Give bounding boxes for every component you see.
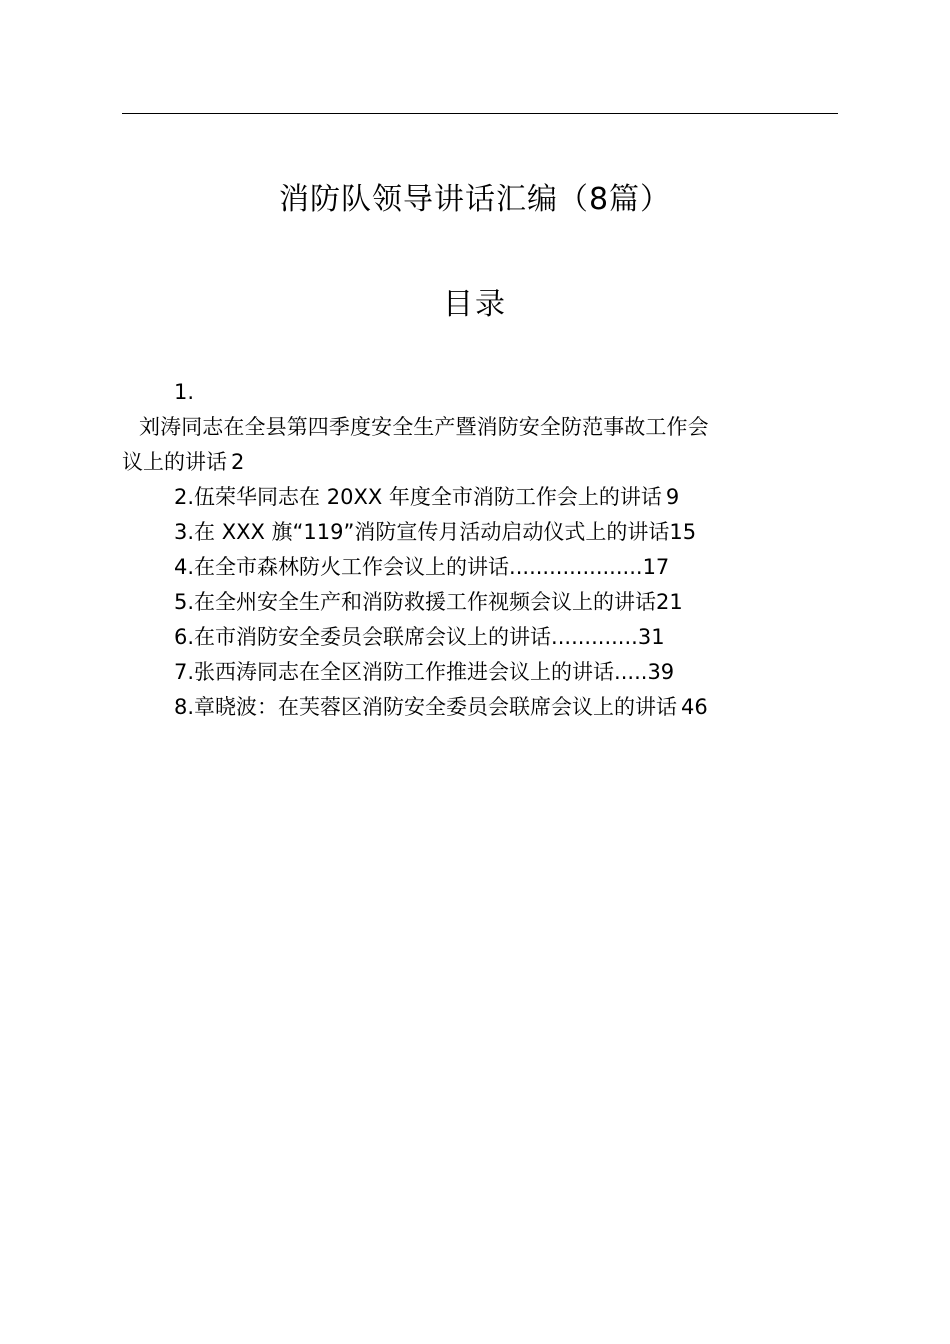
toc-entry-5[interactable] xyxy=(122,585,838,620)
toc-entry-number: 1. xyxy=(174,380,195,404)
toc-entry-title: 张西涛同志在全区消防工作推进会议上的讲话 xyxy=(194,660,615,684)
toc-entry-title: 在全市森林防火工作会议上的讲话 xyxy=(194,555,510,579)
toc-entry-page: 17 xyxy=(642,555,670,579)
toc-entry-title: 伍荣华同志在 20XX 年度全市消防工作会上的讲话 xyxy=(194,485,662,509)
toc-entry-6[interactable] xyxy=(122,620,838,655)
toc-entry-title: 在全州安全生产和消防救援工作视频会议上的讲话 xyxy=(194,590,657,614)
document-title: 消防队领导讲话汇编（8篇） xyxy=(278,182,672,217)
toc-entry-page: 39 xyxy=(647,660,675,684)
toc-entry-number: 8. xyxy=(174,695,195,719)
toc-entry-title: 章晓波：在芙蓉区消防安全委员会联席会议上的讲话 xyxy=(194,695,678,719)
toc-entry-2[interactable] xyxy=(122,480,838,515)
toc-entry-7[interactable] xyxy=(122,655,838,690)
toc-heading: 目录 xyxy=(443,287,507,322)
toc-entry-page: 9 xyxy=(665,485,680,509)
toc-entry-leader: ............. xyxy=(551,625,638,649)
toc-entry-title-continued: 议上的讲话 xyxy=(122,450,227,474)
toc-entry-8[interactable] xyxy=(122,690,838,725)
toc-entry-title: 在市消防安全委员会联席会议上的讲话 xyxy=(194,625,552,649)
toc-entry-page: 46 xyxy=(681,695,708,719)
toc-entry-number: 5. xyxy=(174,590,195,614)
toc-entry-number: 7. xyxy=(174,660,195,684)
toc-entry-page: 2 xyxy=(231,450,245,474)
toc-entry-leader: .................... xyxy=(509,555,643,579)
toc-entry-page: 21 xyxy=(656,590,683,614)
toc-entry-1[interactable] xyxy=(122,375,838,480)
toc-entry-title: 刘涛同志在全县第四季度安全生产暨消防安全防范事故工作会 xyxy=(139,415,709,439)
table-of-contents xyxy=(122,375,838,725)
toc-entry-3[interactable] xyxy=(122,515,838,550)
toc-entry-page: 15 xyxy=(669,520,697,544)
toc-entry-number: 3. xyxy=(174,520,195,544)
toc-entry-leader: ..... xyxy=(614,660,648,684)
toc-entry-number: 6. xyxy=(174,625,195,649)
toc-entry-4[interactable] xyxy=(122,550,838,585)
toc-entry-number: 2. xyxy=(174,485,195,509)
toc-entry-number: 4. xyxy=(174,555,195,579)
toc-entry-page: 31 xyxy=(637,625,665,649)
header-rule xyxy=(122,113,838,114)
toc-entry-title: 在 XXX 旗“119”消防宣传月活动启动仪式上的讲话 xyxy=(194,520,670,544)
